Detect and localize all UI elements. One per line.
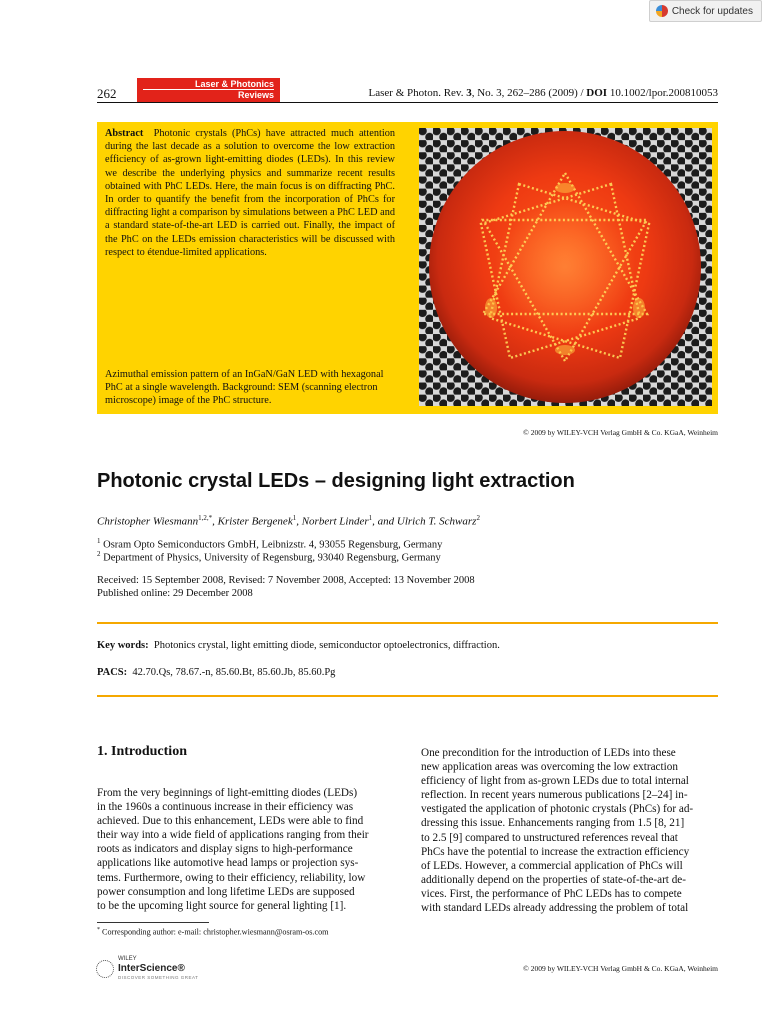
article-title: Photonic crystal LEDs – designing light extraction (97, 470, 575, 492)
pacs-codes: PACS: 42.70.Qs, 78.67.-n, 85.60.Bt, 85.60.Jb, 85.60.Pg (97, 667, 336, 678)
copyright-footer: © 2009 by WILEY-VCH Verlag GmbH & Co. KGaA, Weinheim (523, 964, 718, 973)
intro-right-column: One precondition for the introduction of LEDs into these new application areas was overcoming the low extraction efficiency of light from as-grown LEDs due to total internal reflection. In recent years numerous publications [2–24] in- vestigated the application of photonic crystals (PhCs) for ad- dressing this issue. Enhancements ranging from 1.5 [8, 21] to 2.5 [9] compared to unstructured references reveal that PhCs have the potential to increase the extraction efficiency of LEDs. However, a commercial application of PhCs will additionally depend on the properties of state-of-the-art de- vices. First, the performance of PhC LEDs has to compete with standard LEDs already addressing the problem of total (421, 747, 694, 915)
journal-citation: Laser & Photon. Rev. 3, No. 3, 262–286 (2009) / DOI 10.1002/lpor.200810053 (368, 87, 718, 99)
section-divider (97, 622, 718, 624)
abstract-box (97, 122, 718, 414)
abstract-label: Abstract (105, 128, 144, 139)
check-for-updates-label: Check for updates (671, 5, 753, 17)
emission-pattern-figure (419, 128, 712, 406)
abstract-text: Abstract Photonic crystals (PhCs) have attracted much attention during the last decade as a solution to overcome the low extraction efficiency of as-grown light-emitting diodes (LEDs). In this review we describe the underlying physics and summarize recent results obtained with PhC LEDs. Here, the main focus is on diffracting PhC. In order to quantify the benefit from the incorporation of PhCs for diffracting light a comparison by simulations between a PhC LED and a standard state-of-the-art LED is carried out. Finally, the impact of the PhC on the LEDs emission characteristics will be discussed with respect to étendue-limited applications. (105, 128, 396, 258)
received-dates: Received: 15 September 2008, Revised: 7 November 2008, Accepted: 13 November 2008 (97, 575, 475, 586)
author-list: Christopher Wiesmann$^{1,2,*}$, Krister Bergenek$^1$, Norbert Linder$^1$, and Ulrich T. Schwarz$^2$ (97, 514, 480, 528)
author-name: Ulrich T. Schwarz (396, 515, 477, 528)
section-heading: 1. Introduction (97, 744, 187, 759)
section-divider (97, 695, 718, 697)
affiliation: $^1$ Osram Opto Semiconductors GmbH, Leibnizstr. 4, 93055 Regensburg, Germany (97, 537, 443, 551)
check-for-updates-button[interactable] (649, 0, 762, 22)
published-date: Published online: 29 December 2008 (97, 588, 253, 599)
copyright-note: © 2009 by WILEY-VCH Verlag GmbH & Co. KGaA, Weinheim (523, 428, 718, 437)
journal-logo-line2: Reviews (237, 90, 274, 100)
crossmark-icon (656, 5, 668, 17)
corresponding-author-footnote: * Corresponding author: e-mail: christopher.wiesmann@osram-os.com (97, 927, 329, 937)
wiley-interscience-logo: WILEY InterScience® DISCOVER SOMETHING GREAT (96, 955, 198, 982)
doi-link[interactable]: 10.1002/lpor.200810053 (607, 87, 718, 99)
journal-logo-line1: Laser & Photonics (194, 79, 274, 89)
affiliation: $^2$ Department of Physics, University of Regensburg, 93040 Regensburg, Germany (97, 550, 441, 564)
header-divider (97, 102, 718, 103)
journal-logo (137, 78, 280, 102)
author-name: Christopher Wiesmann (97, 515, 199, 528)
author-name: Krister Bergenek (217, 515, 293, 528)
keywords: Key words: Photonics crystal, light emitting diode, semiconductor optoelectronics, diffraction. (97, 640, 500, 651)
wiley-globe-icon (96, 960, 114, 978)
figure-caption: Azimuthal emission pattern of an InGaN/GaN LED with hexagonal PhC at a single wavelength. Background: SEM (scanning electron microscope) image of the PhC structure. (105, 369, 384, 407)
intro-left-column: From the very beginnings of light-emitting diodes (LEDs) in the 1960s a continuous increase in their efficiency was achieved. Due to this enhancement, LEDs were able to find their way into a wide field of applications ranging from their roots as indicators and display signs to high-performance applications like automotive head lamps or projection sys- tems. Furthermore, owing to their efficiency, reliability, low power consumption and long lifetime LEDs are supposed to be the upcoming light source for general lighting [1]. (97, 787, 369, 912)
author-name: Norbert Linder (301, 515, 369, 528)
page-number: 262 (97, 86, 117, 101)
footnote-divider (97, 922, 209, 923)
